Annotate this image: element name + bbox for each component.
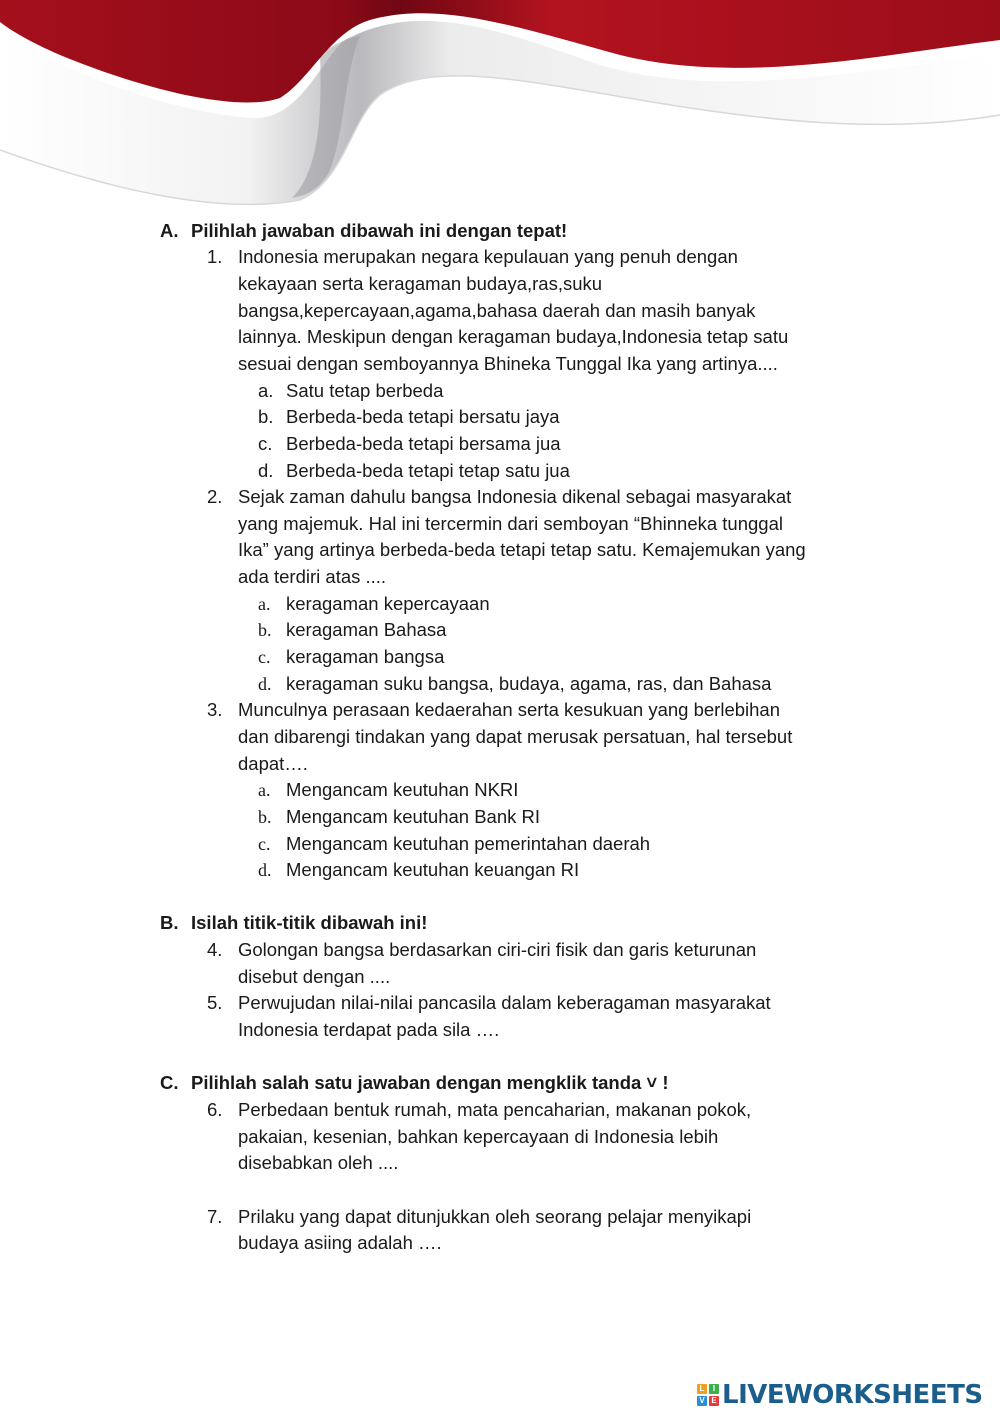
logo-letter: E	[709, 1396, 719, 1406]
option-letter: b.	[258, 807, 272, 827]
question-text: yang majemuk. Hal ini tercermin dari semboyan “Bhinneka tunggal	[238, 513, 783, 534]
option-text: Mengancam keutuhan pemerintahan daerah	[286, 833, 651, 854]
option-letter: d.	[258, 460, 274, 481]
question-text: Ika” yang artinya berbeda-beda tetapi tetap satu. Kemajemukan yang	[238, 539, 806, 560]
option-text: keragaman Bahasa	[286, 619, 447, 640]
question-text: Perwujudan nilai-nilai pancasila dalam keberagaman masyarakat	[238, 992, 771, 1013]
question-text: disebut dengan ....	[238, 966, 391, 987]
section-a-letter: A.	[160, 220, 179, 241]
logo-grid-icon	[697, 1384, 719, 1406]
question-text: budaya asiing adalah ….	[238, 1232, 442, 1253]
option-text: Berbeda-beda tetapi bersatu jaya	[286, 406, 560, 427]
question-number: 2.	[207, 486, 223, 507]
question-text: pakaian, kesenian, bahkan kepercayaan di Indonesia lebih	[238, 1126, 719, 1147]
option-text: Berbeda-beda tetapi bersama jua	[286, 433, 561, 454]
section-c-title: Pilihlah salah satu jawaban dengan mengklik tanda ˅ !	[191, 1072, 669, 1093]
question-text: Perbedaan bentuk rumah, mata pencaharian, makanan pokok,	[238, 1099, 752, 1120]
option-letter: d.	[258, 860, 272, 880]
option-letter: c.	[258, 647, 271, 667]
option-letter: b.	[258, 406, 274, 427]
option-text: Mengancam keutuhan Bank RI	[286, 806, 541, 827]
question-text: lainnya. Meskipun dengan keragaman budaya,Indonesia tetap satu	[238, 326, 789, 347]
option-text: Mengancam keutuhan NKRI	[286, 779, 519, 800]
option-text: keragaman kepercayaan	[286, 593, 490, 614]
option-text: keragaman suku bangsa, budaya, agama, ras, dan Bahasa	[286, 673, 772, 694]
question-text: kekayaan serta keragaman budaya,ras,suku	[238, 273, 603, 294]
logo-letter: I	[709, 1384, 719, 1394]
option-letter: b.	[258, 620, 272, 640]
option-letter: a.	[258, 780, 271, 800]
question-number: 7.	[207, 1206, 223, 1227]
question-text: Golongan bangsa berdasarkan ciri-ciri fisik dan garis keturunan	[238, 939, 757, 960]
question-number: 6.	[207, 1099, 223, 1120]
question-number: 5.	[207, 992, 223, 1013]
question-number: 1.	[207, 246, 223, 267]
option-text: Satu tetap berbeda	[286, 380, 444, 401]
question-text: disebabkan oleh ....	[238, 1152, 399, 1173]
question-text: Sejak zaman dahulu bangsa Indonesia dikenal sebagai masyarakat	[238, 486, 792, 507]
option-letter: d.	[258, 674, 272, 694]
logo-text: LIVEWORKSHEETS	[722, 1380, 983, 1410]
question-text: dapat….	[238, 753, 308, 774]
question-number: 4.	[207, 939, 223, 960]
section-a-title: Pilihlah jawaban dibawah ini dengan tepat!	[191, 220, 568, 241]
option-text: keragaman bangsa	[286, 646, 445, 667]
section-b-letter: B.	[160, 912, 179, 933]
option-letter: a.	[258, 594, 271, 614]
question-text: sesuai dengan semboyannya Bhineka Tunggal Ika yang artinya....	[238, 353, 778, 374]
logo-letter: V	[697, 1396, 707, 1406]
question-text: bangsa,kepercayaan,agama,bahasa daerah dan masih banyak	[238, 300, 756, 321]
option-letter: c.	[258, 834, 271, 854]
question-text: Indonesia merupakan negara kepulauan yang penuh dengan	[238, 246, 738, 267]
section-b-title: Isilah titik-titik dibawah ini!	[191, 912, 428, 933]
flag-banner	[0, 0, 1000, 220]
question-text: Prilaku yang dapat ditunjukkan oleh seorang pelajar menyikapi	[238, 1206, 752, 1227]
liveworksheets-logo	[697, 1378, 983, 1412]
question-number: 3.	[207, 699, 223, 720]
question-text: ada terdiri atas ....	[238, 566, 387, 587]
option-letter: a.	[258, 380, 274, 401]
section-c-letter: C.	[160, 1072, 179, 1093]
option-letter: c.	[258, 433, 273, 454]
logo-letter: L	[697, 1384, 707, 1394]
question-text: dan dibarengi tindakan yang dapat merusak persatuan, hal tersebut	[238, 726, 793, 747]
option-text: Berbeda-beda tetapi tetap satu jua	[286, 460, 570, 481]
question-text: Indonesia terdapat pada sila ….	[238, 1019, 500, 1040]
question-text: Munculnya perasaan kedaerahan serta kesukuan yang berlebihan	[238, 699, 781, 720]
option-text: Mengancam keutuhan keuangan RI	[286, 859, 580, 880]
